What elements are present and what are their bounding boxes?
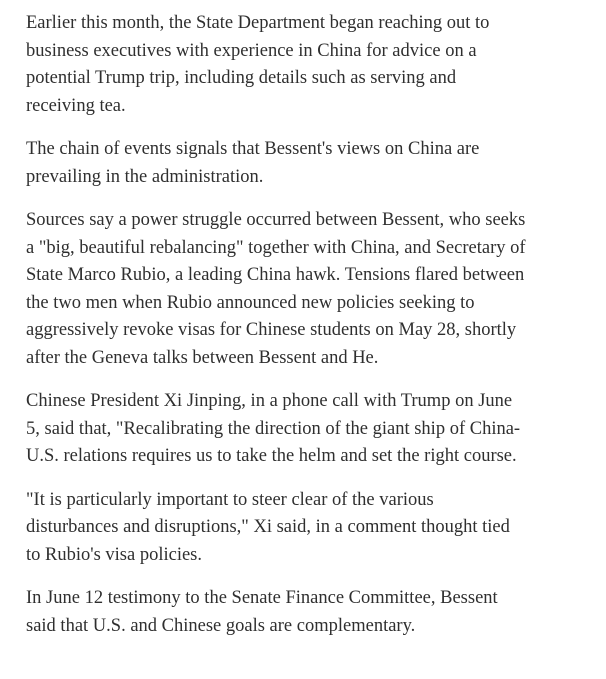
text-line: potential Trump trip, including details such as serving and xyxy=(26,68,457,88)
paragraph xyxy=(26,207,584,372)
text-line: 5, said that, "Recalibrating the direction of the giant ship of China- xyxy=(26,418,521,439)
text-line: Chinese President Xi Jinping, in a phone call with Trump on June xyxy=(26,391,513,411)
text-line: a "big, beautiful rebalancing" together with China, and Secretary of xyxy=(26,237,526,258)
paragraph xyxy=(26,136,584,191)
text-line: disturbances and disruptions," Xi said, in a comment thought tied xyxy=(26,517,510,537)
paragraph xyxy=(26,585,584,640)
text-line: The chain of events signals that Bessent's views on China are xyxy=(26,139,480,159)
text-line: after the Geneva talks between Bessent and He. xyxy=(26,347,379,368)
text-line: to Rubio's visa policies. xyxy=(26,544,202,565)
text-line: U.S. relations requires us to take the helm and set the right course. xyxy=(26,446,517,466)
text-line: business executives with experience in China for advice on a xyxy=(26,40,477,61)
text-line: the two men when Rubio announced new policies seeking to xyxy=(26,292,475,313)
paragraph xyxy=(26,487,584,570)
text-line: receiving tea. xyxy=(26,95,126,116)
text-line: Earlier this month, the State Department began reaching out to xyxy=(26,13,490,33)
text-line: "It is particularly important to steer clear of the various xyxy=(26,489,434,510)
text-line: In June 12 testimony to the Senate Finance Committee, Bessent xyxy=(26,588,498,608)
text-line: said that U.S. and Chinese goals are complementary. xyxy=(26,615,416,636)
text-line: State Marco Rubio, a leading China hawk. Tensions flared between xyxy=(26,265,525,285)
paragraph xyxy=(26,388,584,471)
text-line: prevailing in the administration. xyxy=(26,166,264,187)
text-line: Sources say a power struggle occurred between Bessent, who seeks xyxy=(26,210,526,230)
text-line: aggressively revoke visas for Chinese students on May 28, shortly xyxy=(26,320,517,340)
paragraph xyxy=(26,10,584,120)
